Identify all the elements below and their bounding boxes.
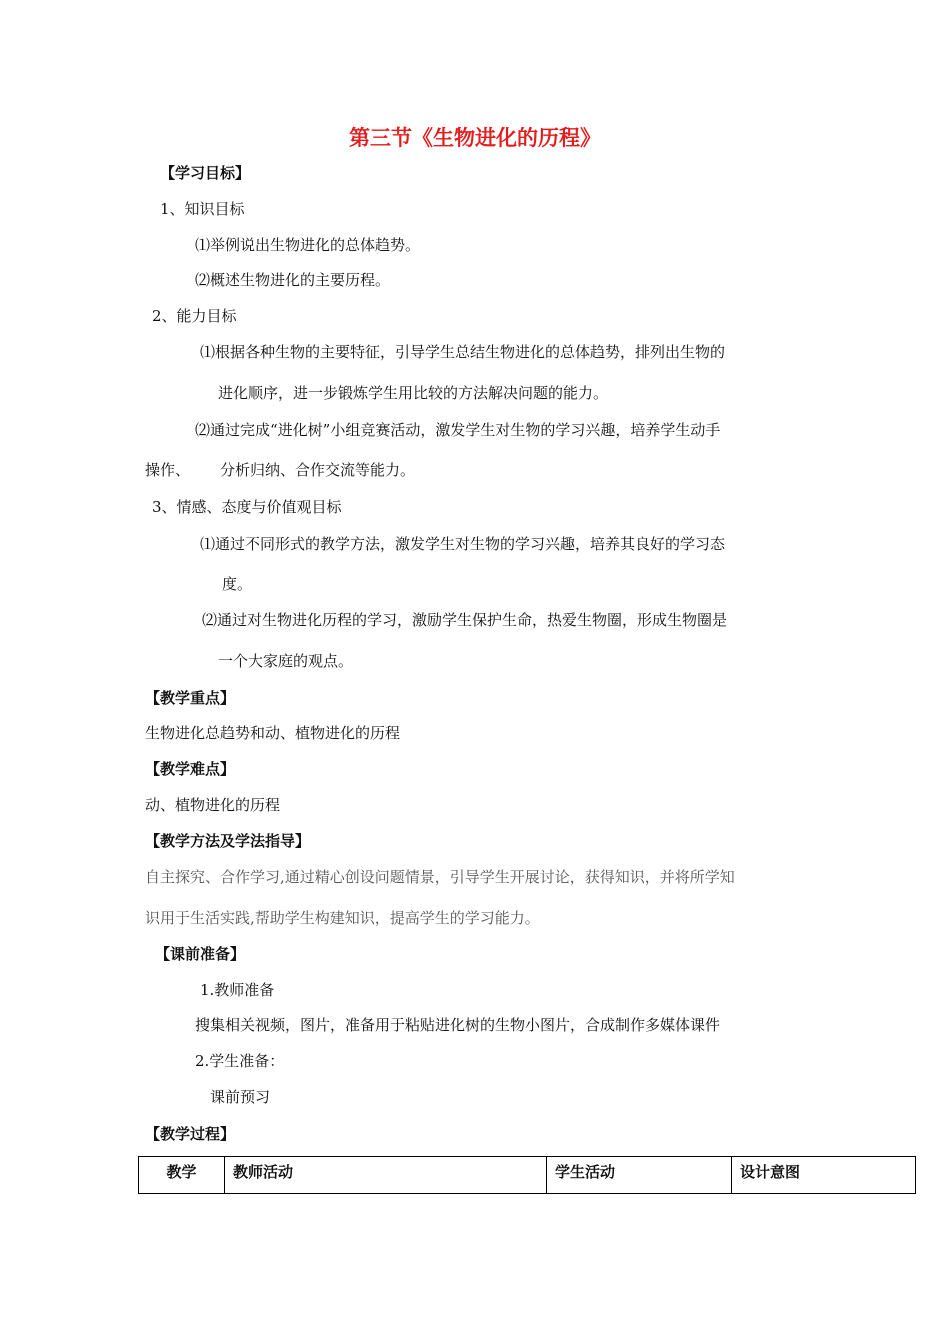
ability-item-1-line-1: ⑴根据各种生物的主要特征，引导学生总结生物进化的总体趋势，排列出生物的 xyxy=(200,343,726,361)
knowledge-item-2: ⑵概述生物进化的主要历程。 xyxy=(195,271,391,289)
difficulties-heading: 【教学难点】 xyxy=(145,760,236,778)
process-table xyxy=(138,1156,916,1194)
emotion-item-1-line-1: ⑴通过不同形式的教学方法，激发学生对生物的学习兴趣，培养其良好的学习态 xyxy=(200,535,726,553)
teacher-prep-text: 搜集相关视频，图片，准备用于粘贴进化树的生物小图片，合成制作多媒体课件 xyxy=(195,1016,721,1034)
table-header-cell: 设计意图 xyxy=(732,1157,916,1194)
table-header-cell: 学生活动 xyxy=(547,1157,732,1194)
knowledge-label: 1、知识目标 xyxy=(160,200,245,218)
ability-item-1-line-2: 进化顺序，进一步锻炼学生用比较的方法解决问题的能力。 xyxy=(218,384,609,402)
student-prep-label: 2.学生准备： xyxy=(195,1052,285,1070)
table-header-cell: 教师活动 xyxy=(225,1157,547,1194)
preparation-heading: 【课前准备】 xyxy=(155,945,246,963)
process-heading: 【教学过程】 xyxy=(145,1125,236,1143)
difficulties-text: 动、植物进化的历程 xyxy=(145,796,281,814)
objectives-heading: 【学习目标】 xyxy=(160,164,251,182)
table-header-row xyxy=(139,1157,916,1194)
ability-item-2-line-2b: 分析归纳、合作交流等能力。 xyxy=(220,461,416,479)
methods-line-2: 识用于生活实践,帮助学生构建知识，提高学生的学习能力。 xyxy=(145,909,540,927)
emotion-item-2-line-1: ⑵通过对生物进化历程的学习，激励学生保护生命，热爱生物圈，形成生物圈是 xyxy=(202,611,728,629)
key-points-heading: 【教学重点】 xyxy=(145,689,236,707)
ability-item-2-line-1: ⑵通过完成“进化树”小组竞赛活动，激发学生对生物的学习兴趣，培养学生动手 xyxy=(195,421,721,439)
emotion-label: 3、情感、态度与价值观目标 xyxy=(152,498,342,516)
key-points-text: 生物进化总趋势和动、植物进化的历程 xyxy=(145,724,401,742)
page-title: 第三节《生物进化的历程》 xyxy=(349,125,601,150)
methods-line-1: 自主探究、合作学习,通过精心创设问题情景，引导学生开展讨论，获得知识，并将所学知 xyxy=(145,868,735,886)
student-prep-text: 课前预习 xyxy=(210,1088,271,1106)
ability-label: 2、能力目标 xyxy=(152,307,237,325)
knowledge-item-1: ⑴举例说出生物进化的总体趋势。 xyxy=(195,236,421,254)
emotion-item-1-line-2: 度。 xyxy=(222,575,253,593)
teacher-prep-label: 1.教师准备 xyxy=(200,981,275,999)
table-header-cell: 教学 xyxy=(139,1157,225,1194)
emotion-item-2-line-2: 一个大家庭的观点。 xyxy=(218,652,354,670)
methods-heading: 【教学方法及学法指导】 xyxy=(145,832,311,850)
ability-item-2-line-2a: 操作、 xyxy=(145,461,191,479)
